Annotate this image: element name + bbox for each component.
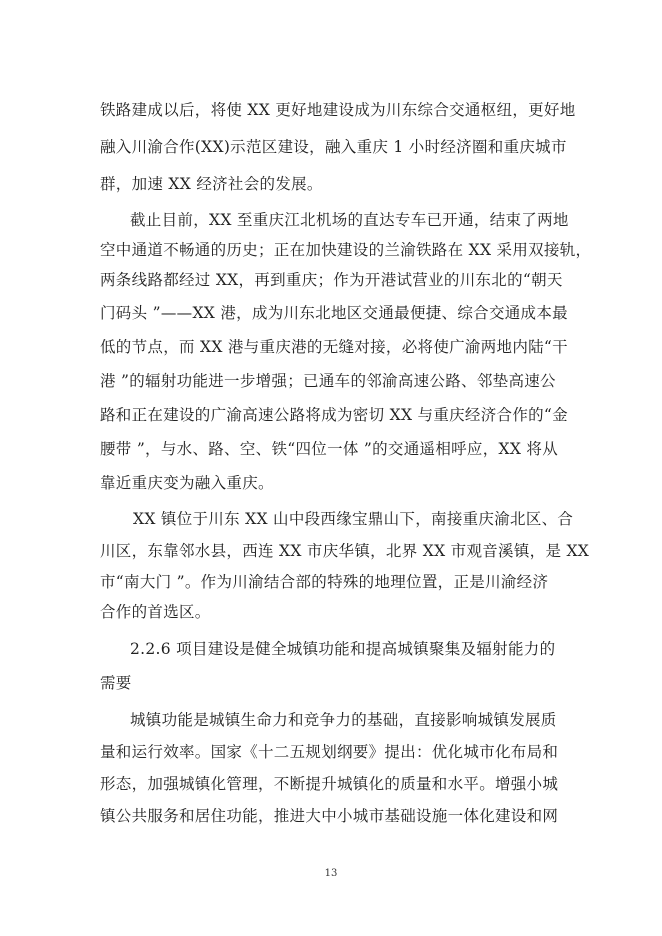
paragraph-1-line-1: 铁路建成以后，将使 XX 更好地建设成为川东综合交通枢纽，更好地 bbox=[100, 101, 576, 119]
page-number: 13 bbox=[324, 868, 338, 879]
paragraph-2-line-8: 腰带 ”，与水、路、空、铁“四位一体 ”的交通遥相呼应，XX 将从 bbox=[100, 440, 559, 458]
paragraph-2-line-3: 两条线路都经过 XX，再到重庆；作为开港试营业的川东北的“朝天 bbox=[100, 271, 563, 289]
paragraph-5-line-3: 形态，加强城镇化管理，不断提升城镇化的质量和水平。增强小城 bbox=[100, 775, 559, 793]
paragraph-2-line-2: 空中通道不畅通的历史；正在加快建设的兰渝铁路在 XX 采用双接轨， bbox=[100, 241, 592, 259]
paragraph-2-line-6: 港 ”的辐射功能进一步增强；已通车的邻渝高速公路、邻垫高速公 bbox=[100, 372, 556, 390]
paragraph-2-line-7: 路和正在建设的广渝高速公路将成为密切 XX 与重庆经济合作的“金 bbox=[100, 406, 568, 424]
paragraph-2-line-1: 截止目前，XX 至重庆江北机场的直达专车已开通，结束了两地 bbox=[130, 211, 569, 229]
paragraph-5-line-4: 镇公共服务和居住功能，推进大中小城市基础设施一体化建设和网 bbox=[100, 807, 559, 825]
paragraph-3-line-2: 川区，东靠邻水县，西连 XX 市庆华镇，北界 XX 市观音溪镇，是 XX bbox=[100, 542, 590, 560]
paragraph-2-line-9: 靠近重庆变为融入重庆。 bbox=[100, 474, 274, 492]
paragraph-3-line-3: 市“南大门 ”。作为川渝结合部的特殊的地理位置，正是川渝经济 bbox=[100, 573, 549, 591]
paragraph-1-line-2: 融入川渝合作(XX)示范区建设，融入重庆 1 小时经济圈和重庆城市 bbox=[100, 138, 567, 156]
paragraph-1-line-3: 群，加速 XX 经济社会的发展。 bbox=[100, 175, 323, 193]
section-heading-line-2: 需要 bbox=[100, 674, 132, 692]
paragraph-5-line-2: 量和运行效率。国家《十二五规划纲要》提出：优化城市化布局和 bbox=[100, 743, 559, 761]
paragraph-5-line-1: 城镇功能是城镇生命力和竞争力的基础，直接影响城镇发展质 bbox=[130, 711, 557, 729]
paragraph-2-line-4: 门码头 ”——XX 港，成为川东北地区交通最便捷、综合交通成本最 bbox=[100, 304, 568, 322]
paragraph-2-line-5: 低的节点，而 XX 港与重庆港的无缝对接，必将使广渝两地内陆“干 bbox=[100, 338, 568, 356]
paragraph-3-line-4: 合作的首选区。 bbox=[100, 603, 211, 621]
section-heading-line-1: 2.2.6 项目建设是健全城镇功能和提高城镇聚集及辐射能力的 bbox=[130, 640, 556, 658]
paragraph-3-line-1: XX 镇位于川东 XX 山中段西缘宝鼎山下，南接重庆渝北区、合 bbox=[133, 510, 574, 528]
